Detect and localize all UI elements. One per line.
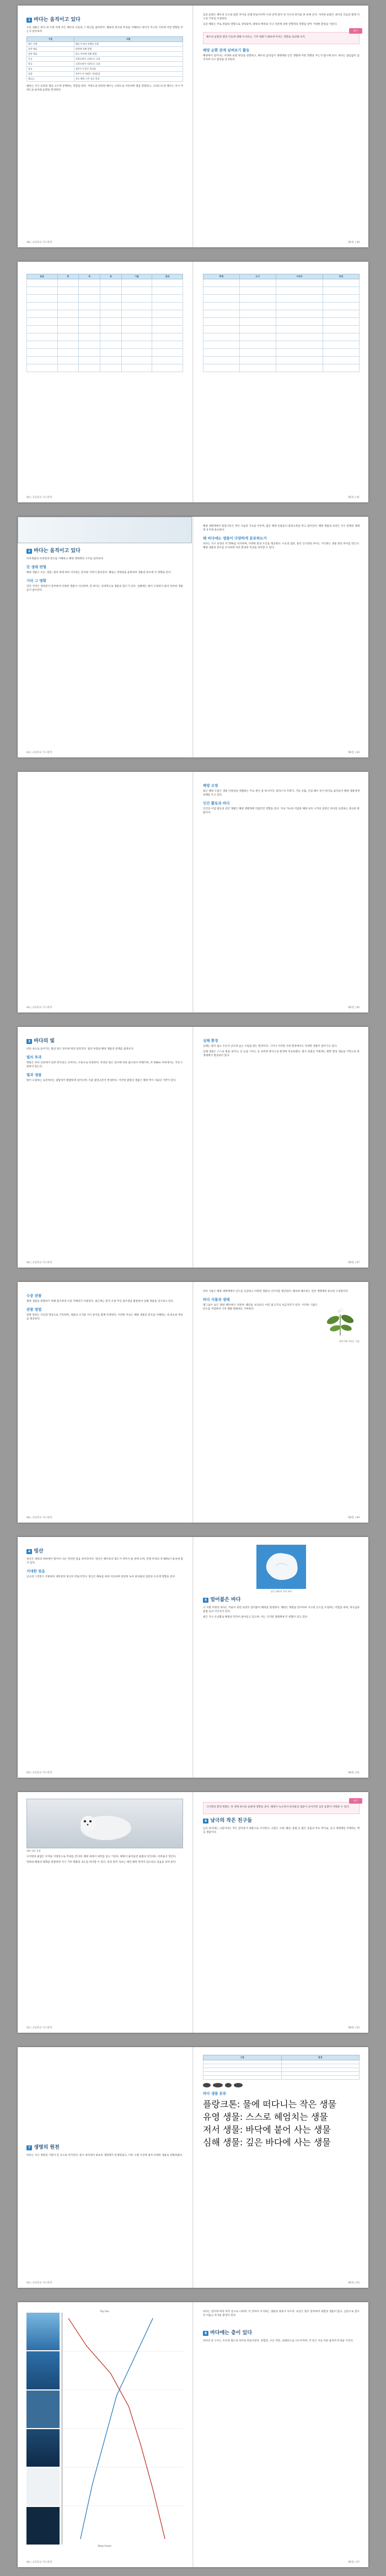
table-row [27, 349, 183, 357]
page-left [18, 517, 192, 757]
table-row [203, 2064, 360, 2068]
table-row [27, 303, 183, 310]
section-heading: 인간 활동과 바다 [203, 801, 230, 805]
body-text: 극지방의 물범은 두꺼운 지방층으로 추위를 견디며, 해빙 위에서 새끼를 낳고 기른다. 해빙이 줄어들면 물범의 번식에도 어려움이 생긴다. [26, 1856, 176, 1858]
section-heading: 거대한 얼음 [26, 1569, 45, 1573]
intro-text: 바다생물의 다양성과 분포를 이해하고 해양 생태계의 구조를 살펴보자. [26, 558, 104, 560]
page-number: 50 | 고등학교 지구과학 [26, 1772, 52, 1774]
gutter [192, 2047, 194, 2288]
body-text: 최근 해양 오염은 생물 다양성을 위협하는 주요 원인 중 하나이다. 플라스틱 쓰레기, 기름 유출, 산업 폐수 등이 바다로 흘러들어 해양 생물에게 피해를 주고 있다. [203, 790, 360, 797]
body-text: 남극과 그린란드 주변에서 대부분의 빙산이 만들어진다. 빙산은 해류를 따라 이동하며 천천히 녹아 바닷물의 염분과 수온에 영향을 준다. [26, 1576, 176, 1578]
depth-curve [62, 2313, 183, 2545]
body-text: 표층 해류는 주로 바람의 영향으로 생성되며, 대륙의 배치와 지구 자전에 의한 전향력의 영향을 받아 거대한 환류를 이룬다. [203, 23, 337, 26]
section-heading: 바다 식물과 생태 [203, 1297, 230, 1302]
page-number: 제2장 | 45 [347, 1006, 360, 1009]
table-row [27, 287, 183, 295]
page-number: 44 | 고등학교 지구과학 [26, 1006, 52, 1009]
page-right [194, 1282, 368, 1523]
page-right [194, 772, 368, 1013]
table-row [27, 318, 183, 326]
intro-text: 바다 속으로 들어가는 빛의 양은 깊이에 따라 달라진다. 빛의 투과와 해양 생물의 관계를 살펴보자. [26, 1048, 134, 1051]
seal-photo [26, 1799, 183, 1848]
page-number: 제5장 | 55 [347, 2282, 360, 2285]
table-row: 난류 저위도에서 고위도로 흐름 [27, 57, 183, 62]
body-text: 해류는 지구 표면의 열을 고르게 분배하는 역할을 한다. 저위도의 따뜻한 해수는 고위도로 이동하며 열을 전달하고, 고위도의 찬 해수는 다시 저위도로 돌아와 순환을 완성한다. [26, 85, 183, 92]
list-item: 심해 생물: 깊은 바다에 사는 생물 [203, 2137, 331, 2148]
table-row: 용승 심층수가 위로 올라옴 [27, 67, 183, 72]
body-text: 인간의 어업 활동과 연안 개발은 해양 생태계에 직접적인 영향을 준다. 지속 가능한 어업과 해양 보호 구역의 설정은 바다를 보전하는 중요한 방법이다. [203, 808, 360, 814]
table-row [203, 2060, 360, 2064]
page-right [194, 262, 368, 502]
figure-caption: 바닷가에 자라는 식물 [339, 1340, 360, 1343]
page-number: 제1장 | 41 [347, 496, 360, 499]
chapter-title: 4 빙산 [26, 1547, 183, 1554]
section-heading: 빛의 투과 [26, 1055, 42, 1059]
page-right [194, 2302, 368, 2567]
page-number: 46 | 고등학교 지구과학 [26, 1262, 52, 1264]
table-row [27, 326, 183, 333]
page-left [18, 1792, 192, 2033]
table-row: 해수 순환 해류가 바다 전체를 순환 [27, 42, 183, 47]
page-number: 제3장 | 47 [347, 1262, 360, 1264]
body-text: 극지방의 환경 변화는 전 세계 바다의 순환에 영향을 준다. 해빙이 녹으면서 바닷물의 염분이 낮아지면 심층 순환이 약해질 수 있다. [206, 1806, 350, 1809]
spread-6 [18, 1282, 368, 1523]
spread-7 [18, 1537, 368, 1778]
page-left [18, 1027, 192, 1268]
page-number: 40 | 고등학교 지구과학 [26, 496, 52, 499]
body-text: 바다는 지구 표면의 약 70%를 차지하며, 다양한 환경 조건을 제공한다. 수온과 염분, 용존 산소량의 차이는 서식하는 생물 종의 차이를 만든다. 해양 생물의 분포를 조사하면 바다 환경의 특성을 파악할 수 있다. [203, 543, 360, 549]
spread-10 [18, 2302, 368, 2567]
page-number: 제2장 | 43 [347, 751, 360, 754]
table-row [203, 2076, 360, 2080]
page-left [18, 1537, 192, 1778]
beetle-icon [225, 2083, 232, 2087]
table-row [203, 303, 360, 310]
page-left [18, 2047, 192, 2288]
body-text: 심해는 빛이 없고 수온이 낮으며 높은 수압을 받는 환경이다. 그러나 이러한 극한 환경에서도 다양한 생물이 살아가고 있다. [203, 1045, 337, 1048]
body-text: 해양 생물은 수온, 염분, 빛의 양에 따라 서식하는 깊이와 지역이 달라진다. 해류는 영양염을 운반하여 생물의 분포에 큰 영향을 준다. [26, 571, 171, 574]
table-row [203, 333, 360, 341]
chapter-title: 1 바다는 움직이고 있다 [26, 15, 183, 23]
table-row: 심층 해류 밀도 차이에 의해 발생 [27, 52, 183, 57]
table-header: 구분 [27, 37, 74, 42]
table-row: 엘니뇨 적도 해역 수온 상승 현상 [27, 77, 183, 82]
spread-9 [18, 2047, 368, 2288]
depth-graph [62, 2313, 183, 2545]
inquiry-box [203, 29, 360, 44]
gutter [192, 517, 194, 757]
body-text: 빙산은 대륙의 빙하에서 떨어져 나온 커다란 얼음 덩어리이다. 빙산은 해수보다 밀도가 작아서 물 위에 뜨며, 전체 부피의 약 90%가 물속에 잠겨 있다. [26, 1558, 183, 1565]
spread-1 [18, 6, 368, 247]
table-row [203, 2072, 360, 2076]
classification-table: 분류 종 목 과 이름 분포 [26, 274, 183, 372]
gutter [192, 1537, 194, 1778]
table-row [203, 341, 360, 349]
section-heading: 바다 생물 분류 [203, 2091, 227, 2096]
gutter [192, 6, 194, 247]
body-text: 빙하와 해빙의 변화를 관찰하면 지구 기후 변화의 속도를 파악할 수 있다. 위성 관측 자료는 매년 해빙 면적이 감소하고 있음을 보여 준다. [26, 1861, 176, 1864]
page-number: 제5장 | 57 [347, 2561, 360, 2564]
organism-icons [203, 2083, 360, 2087]
table-row: 표층 해류 바람에 의해 발생 [27, 47, 183, 52]
antarctica-map-icon [256, 1545, 306, 1589]
inquiry-box [203, 1799, 360, 1814]
list-item: 저서 생물: 바닥에 붙어 사는 생물 [203, 2124, 331, 2135]
ocean-photo-column [26, 2313, 60, 2545]
page-number: 제4장 | 53 [347, 2027, 360, 2029]
page-left [18, 1282, 192, 1523]
table-row [27, 310, 183, 318]
table-row [203, 357, 360, 364]
plant-illustration [321, 1303, 360, 1339]
table-row [203, 318, 360, 326]
table-row [203, 310, 360, 318]
chapter-title: 6 남극의 작은 친구들 [203, 1816, 360, 1824]
beetle-icon [213, 2083, 223, 2087]
seal-icon [27, 1799, 183, 1849]
section-heading: 단 생태 변형 [26, 565, 46, 569]
chapter-title: 3 바다의 빛 [26, 1037, 183, 1044]
plant-icon [321, 1303, 360, 1337]
table-row [203, 279, 360, 287]
page-left [18, 6, 192, 247]
gutter [192, 772, 194, 1013]
data-table [26, 36, 183, 82]
inquiry-text: 해수의 순환과 열의 이동에 대해 조사하고, 기후 변화가 해류에 미치는 영향을 토의해 보자. [206, 36, 306, 39]
chapter-title: 2 바다는 움직이고 있다 [26, 547, 183, 554]
page-number: 42 | 고등학교 지구과학 [26, 751, 52, 754]
classification-table-cont: 학명 크기 서식지 특징 [203, 274, 360, 372]
body-text: 햇빛은 바다 표면에서 일부 반사되고 나머지는 수중으로 투과한다. 투과된 빛은 깊이에 따라 흡수되어 약해지며, 약 200m 이하에서는 거의 도달하지 않는다. [26, 1062, 183, 1068]
spread-4 [18, 772, 368, 1013]
table-row [203, 326, 360, 333]
body-text: 해양 생물을 관찰하기 위해 잠수정과 수중 카메라가 이용된다. 최근에는 원격 조종 무인 잠수정을 활용하여 심해 생물을 연구하고 있다. [26, 1300, 174, 1303]
body-text: 바다는 깊이에 따라 여러 층으로 나뉘며, 각 층마다 서식하는 생물의 종류가 다르다. 표층은 빛이 풍부하여 광합성 생물이 많고, 심층으로 갈수록 어둡고 차가운 환경이 된다. [203, 2310, 360, 2317]
table-row [27, 333, 183, 341]
page-right [194, 1537, 368, 1778]
section-heading: 해양 오염 [203, 783, 218, 788]
intro-text: 오른 내용은 바다 위 수면 아래 모든 해수의 흐름과 그 원인을 살펴본다. 해류의 분포와 특성을 이해하고 바다가 지구의 기후에 어떤 영향을 주는지 알아보자. [26, 26, 183, 33]
page-right [194, 2047, 368, 2288]
section-heading: 수중 관찰 [26, 1294, 42, 1298]
gutter [192, 1282, 194, 1523]
section-heading: 관찰 방법 [26, 1307, 42, 1312]
gutter [192, 2302, 194, 2567]
page-number: 제1장 | 39 [347, 241, 360, 244]
chapter-title: 5 얼어붙은 바다 [203, 1596, 360, 1603]
section-heading: 왜 바다에는 생물이 다양하게 분포하는가 [203, 536, 267, 540]
section-heading: 해양 순환 관계 살펴보기 활동 [203, 48, 250, 52]
spread-5 [18, 1027, 368, 1268]
table-row [203, 364, 360, 372]
table-row: 침강 표층수가 아래로 가라앉음 [27, 72, 183, 77]
organism-list [203, 2097, 360, 2148]
table-row [203, 2068, 360, 2072]
page-right [194, 1027, 368, 1268]
body-text: 맹그로브 숲은 열대 해안에서 자라며, 해안을 보호하고 어린 물고기의 보금자리가 된다. 이러한 식물은 탄소를 저장하여 기후 변화 완화에도 기여한다. [203, 1304, 318, 1311]
spread-3 [18, 517, 368, 757]
page-number: 56 | 고등학교 지구과학 [26, 2561, 52, 2564]
chapter-title: 7 생명의 원천 [26, 2143, 183, 2150]
table-header: 내용 [74, 37, 183, 42]
section-heading: 심해 환경 [203, 1038, 218, 1043]
body-text: 바다는 지구 생명의 기원이 된 곳으로 여겨진다. 원시 바다에서 최초의 생명체가 탄생하였고, 이후 오랜 시간에 걸쳐 다양한 생물로 진화하였다. [26, 2154, 183, 2157]
page-number: 52 | 고등학교 지구과학 [26, 2027, 52, 2029]
body-text: 해양에서 일어나는 다양한 순환 현상을 관찰하고, 해수의 움직임이 생태계와 인간 생활에 어떤 영향을 주는지 탐구해 보자. 바다는 끊임없이 움직이며 지구 환경을 유지한다. [203, 55, 360, 61]
figure-caption: 남극 대륙과 주변 바다 [270, 1590, 292, 1593]
table-row [203, 295, 360, 303]
body-text: 바다 식물은 해양 생태계에서 산소를 공급하고 다양한 생물의 서식처를 제공한다. 해초와 해조류는 연안 생태계의 중요한 구성원이다. [203, 1290, 349, 1293]
spread-8 [18, 1792, 368, 2033]
page-right [194, 1792, 368, 2033]
body-text: 극 지방 주변의 바다는 겨울이 되면 표면이 얼어붙어 해빙을 형성한다. 해빙은 햇빛을 반사하여 지구의 온도를 조절하는 역할을 하며, 북극곰과 물범 등의 서식처가 된다. [203, 1607, 360, 1613]
list-item: 유영 생물: 스스로 헤엄치는 생물 [203, 2112, 328, 2122]
table-row [27, 279, 183, 287]
page-number: 제4장 | 51 [347, 1772, 360, 1774]
table-row [27, 341, 183, 349]
table-row [27, 364, 183, 372]
body-text: 관찰 결과는 사진과 영상으로 기록하며, 생물의 크기와 서식 깊이를 함께 측정한다. 이러한 자료는 해양 생물의 분포를 이해하는 데 중요한 정보를 제공한다. [26, 1314, 183, 1321]
table-row [203, 287, 360, 295]
body-text: 심해 생물은 스스로 빛을 내거나, 큰 눈을 가지는 등 독특한 방식으로 환경에 적응하였다. 열수 분출공 주변에는 화학 합성 세균을 기반으로 한 생태계가 형성되어 있다. [203, 1051, 360, 1057]
section-heading: 기타 그 명확 [26, 579, 46, 583]
gutter [192, 1792, 194, 2033]
page-right [194, 6, 368, 247]
axis-top-label: Top Oxic [100, 2310, 110, 2313]
page-left [18, 262, 192, 502]
table-row [27, 357, 183, 364]
page-number: 제3장 | 49 [347, 1517, 360, 1519]
table-row: 한류 고위도에서 저위도로 흐름 [27, 62, 183, 67]
spread-2 [18, 262, 368, 502]
body-text: 바다의 층 구조는 수온과 밀도의 차이로 만들어진다. 혼합층, 수온 약층, 심해층으로 나누어지며, 각 층은 서로 다른 물리적 특성을 가진다. [203, 2340, 354, 2342]
ocean-layer-diagram [26, 2310, 183, 2553]
body-text: 남극 바다에는 크릴이라는 작은 갑각류가 대량으로 서식한다. 크릴은 고래, 펭귄, 물범 등 많은 동물의 주요 먹이로, 남극 생태계를 지탱하는 핵심 생물이다. [203, 1827, 360, 1834]
beetle-icon [234, 2083, 243, 2087]
body-text: 연안 지역은 영양분이 풍부하여 다양한 생물이 서식하며, 먼 바다는 상대적으로 생물의 밀도가 낮다. 심해에는 빛이 도달하지 않아 독특한 생물들이 살아간다. [26, 585, 183, 592]
figure-caption: 해빙 위의 물범 [26, 1849, 41, 1852]
axis-bottom-label: Deep Anoxic [98, 2545, 112, 2547]
chapter-title: 8 바다에는 층이 있다 [203, 2329, 360, 2336]
beetle-icon [203, 2083, 211, 2087]
list-item: 플랑크톤: 물에 떠다니는 작은 생물 [203, 2099, 337, 2109]
body-text: 최근 지구 온난화로 해빙의 면적이 줄어들고 있으며, 이는 극지방 생태계에 큰 위협이 되고 있다. [203, 1616, 308, 1619]
organism-table: 구분 특징 [203, 2055, 360, 2080]
page-left [18, 772, 192, 1013]
inquiry-tag: 탐구 [349, 1798, 362, 1804]
table-row [203, 349, 360, 357]
page-number: 54 | 고등학교 지구과학 [26, 2282, 52, 2285]
page-number: 48 | 고등학교 지구과학 [26, 1517, 52, 1519]
table-row [27, 295, 183, 303]
gutter [192, 1027, 194, 1268]
page-right [194, 517, 368, 757]
page-left [18, 2302, 192, 2567]
page-number: 38 | 고등학교 지구과학 [26, 241, 52, 244]
chapter-number: 1 [26, 18, 32, 23]
body-text: 해양 생태계에서 플랑크톤은 먹이 사슬의 기초를 이루며, 많은 해양 동물들이 플랑크톤을 먹고 살아간다. 해양 생물의 보전은 지구 전체의 생태계 유지에 중요하다. [203, 525, 360, 532]
gutter [192, 262, 194, 502]
section-heading: 빛과 생물 [26, 1073, 42, 1077]
antarctica-map [256, 1545, 306, 1589]
inquiry-tag: 탐구 [349, 28, 362, 34]
body-text: 심층 순환은 해수의 온도와 염분 차이로 인해 만들어지며 수천 년에 걸쳐 전 지구의 바다를 한 바퀴 돈다. 이러한 순환은 대기의 흐름과 함께 지구의 기후를 조절한다. [203, 14, 360, 20]
chapter-photo [18, 517, 192, 543]
body-text: 빛이 도달하는 표층에서는 광합성이 활발하게 일어나며, 식물 플랑크톤이 번성한다. 이러한 광합성 생물은 해양 먹이 사슬의 기반이 된다. [26, 1079, 176, 1082]
